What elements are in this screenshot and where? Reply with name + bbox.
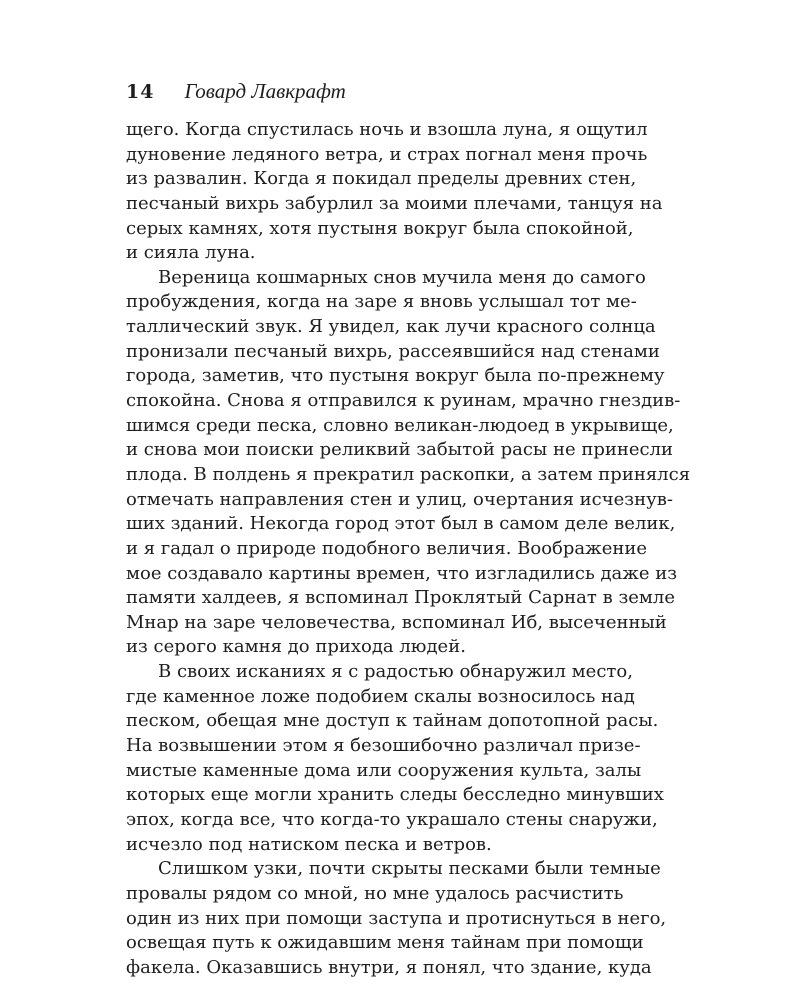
text-line: из развалин. Когда я покидал пределы древних стен, [126, 168, 637, 190]
text-line: ших зданий. Некогда город этот был в самом деле велик, [126, 513, 676, 535]
paragraph-start-line: Слишком узки, почти скрыты песками были темные [158, 858, 661, 880]
text-line: мое создавало картины времен, что изгладились даже из [126, 562, 678, 584]
text-line: спокойна. Снова я отправился к руинам, мрачно гнездив- [126, 390, 681, 412]
text-line: и снова мои поиски реликвий забытой расы не принесли [126, 439, 674, 461]
text-line: провалы рядом со мной, но мне удалось расчистить [126, 882, 624, 904]
text-line: из серого камня до прихода людей. [126, 636, 466, 658]
text-line: и я гадал о природе подобного величия. Воображение [126, 537, 647, 559]
text-line: памяти халдеев, я вспоминал Проклятый Сарнат в земле [126, 587, 675, 609]
text-line: освещая путь к ожидавшим меня тайнам при помощи [126, 932, 644, 954]
text-line: пронизали песчаный вихрь, рассеявшийся над стенами [126, 340, 660, 362]
text-line: и сияла луна. [126, 242, 256, 264]
running-head [126, 79, 686, 103]
text-line: где каменное ложе подобием скалы возносилось над [126, 685, 635, 707]
text-line: щего. Когда спустилась ночь и взошла луна, я ощутил [126, 119, 648, 140]
text-line: дуновение ледяного ветра, и страх погнал меня прочь [126, 143, 648, 165]
page-number: 14 [126, 81, 155, 103]
text-line: плода. В полдень я прекратил раскопки, а затем принялся [126, 463, 691, 485]
text-line: шимся среди песка, словно великан-людоед в укрывище, [126, 414, 674, 436]
paragraph-start-line: В своих исканиях я с радостью обнаружил место, [158, 661, 633, 683]
text-line: песчаный вихрь забурлил за моими плечами, танцуя на [126, 192, 663, 214]
paragraph-start-line: Вереница кошмарных снов мучила меня до самого [158, 266, 646, 288]
text-line: города, заметив, что пустыня вокруг была по-прежнему [126, 365, 665, 387]
text-line: песком, обещая мне доступ к тайнам допотопной расы. [126, 710, 659, 732]
text-line: эпох, когда все, что когда-то украшало стены снаружи, [126, 808, 658, 830]
text-line: исчезло под натиском песка и ветров. [126, 833, 492, 855]
text-line: один из них при помощи заступа и протиснуться в него, [126, 907, 667, 929]
text-line: отмечать направления стен и улиц, очертания исчезнув- [126, 488, 673, 510]
text-line: пробуждения, когда на заре я вновь услышал тот ме- [126, 291, 637, 313]
text-line: мистые каменные дома или сооружения культа, залы [126, 759, 642, 781]
text-line: На возвышении этом я безошибочно различал призе- [126, 735, 641, 757]
text-line: факела. Оказавшись внутри, я понял, что здание, куда [126, 956, 652, 978]
text-line: которых еще могли хранить следы бесследно минувших [126, 784, 664, 806]
running-title: Говард Лавкрафт [184, 79, 346, 103]
text-line: Мнар на заре человечества, вспоминал Иб, высеченный [126, 611, 667, 633]
text-line: таллический звук. Я увидел, как лучи красного солнца [126, 316, 656, 338]
text-line: серых камнях, хотя пустыня вокруг была спокойной, [126, 217, 634, 239]
body-text [126, 118, 716, 980]
